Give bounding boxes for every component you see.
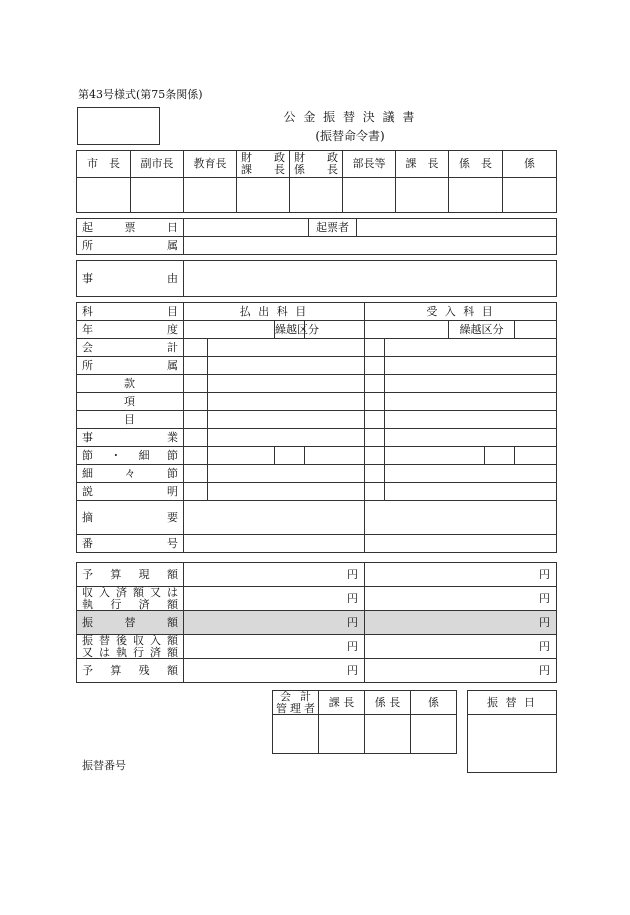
kaikei-label: 会計	[77, 339, 184, 357]
haraidashi-jigyo-field[interactable]	[208, 429, 365, 447]
stamp-cell[interactable]	[411, 715, 457, 754]
haraidashi-yosan-zangaku[interactable]: 円	[184, 659, 365, 683]
stamp-cell[interactable]	[290, 178, 343, 213]
ukeire-kamoku-header: 受 入 科 目	[365, 303, 557, 321]
approval-shicho: 市 長	[77, 151, 131, 178]
yosan-zangaku-label: 予算残額	[77, 659, 184, 683]
approval-kyoikucho: 教育長	[184, 151, 237, 178]
ukeire-saisetsu-field[interactable]	[515, 447, 557, 465]
ko-label: 項	[77, 393, 184, 411]
approval-kakaricho: 係 長	[449, 151, 503, 178]
haraidashi-kaikei-field[interactable]	[208, 339, 365, 357]
amounts-table	[76, 562, 557, 683]
ukeire-yosan-zangaku[interactable]: 円	[365, 659, 557, 683]
shozoku-label: 所属	[77, 237, 184, 255]
jiyu-field[interactable]	[184, 261, 557, 297]
haraidashi-saisetsu-code[interactable]	[275, 447, 305, 465]
yosan-gengaku-label: 予算現額	[77, 563, 184, 587]
header-table	[76, 218, 557, 255]
accounting-kacho-label: 課 長	[319, 691, 365, 715]
accounts-table	[76, 302, 557, 553]
jiyu-label: 事由	[77, 261, 184, 297]
ukeire-saisai-code[interactable]	[365, 465, 385, 483]
haraidashi-bango-field[interactable]	[184, 535, 365, 553]
haraidashi-kurikoshi-label: 繰越区分	[275, 321, 305, 339]
furikae-label: 振替額	[77, 611, 184, 635]
accounting-approval-table	[272, 690, 457, 754]
accounting-kakari-label: 係	[411, 691, 457, 715]
ukeire-saisetsu-code[interactable]	[485, 447, 515, 465]
kaikei-kanrisha-label: 会 計 管理者	[273, 691, 319, 715]
shozoku-field[interactable]	[184, 237, 557, 255]
haraidashi-kan-field[interactable]	[208, 375, 365, 393]
ukeire-tekiyo-field[interactable]	[365, 501, 557, 535]
stamp-cell[interactable]	[131, 178, 184, 213]
approval-zaisei-kakaricho: 財 政 係 長	[290, 151, 343, 178]
approval-kakari: 係	[503, 151, 557, 178]
ukeire-furikaego[interactable]: 円	[365, 635, 557, 659]
haraidashi-kamoku-header: 払 出 科 目	[184, 303, 365, 321]
furikaebi-table	[467, 690, 557, 773]
ukeire-setsu-code[interactable]	[365, 447, 385, 465]
shunyu-label: 収入済額又は 執行済額	[77, 587, 184, 611]
stamp-cell[interactable]	[503, 178, 557, 213]
furikaebi-label: 振 替 日	[468, 691, 557, 715]
acc-shozoku-label: 所属	[77, 357, 184, 375]
haraidashi-kan-code[interactable]	[184, 375, 208, 393]
ukeire-kurikoshi-label: 繰越区分	[449, 321, 515, 339]
ukeire-kan-code[interactable]	[365, 375, 385, 393]
haraidashi-saisetsu-field[interactable]	[305, 447, 365, 465]
haraidashi-setsumei-code[interactable]	[184, 483, 208, 501]
ukeire-kaikei-code[interactable]	[365, 339, 385, 357]
ukeire-moku-code[interactable]	[365, 411, 385, 429]
haraidashi-setsu-code[interactable]	[184, 447, 208, 465]
ukeire-jigyo-code[interactable]	[365, 429, 385, 447]
ukeire-kan-field[interactable]	[385, 375, 557, 393]
furikaebi-field[interactable]	[468, 715, 557, 773]
setsumei-label: 説明	[77, 483, 184, 501]
haraidashi-setsu-field[interactable]	[208, 447, 275, 465]
haraidashi-yosan-gengaku[interactable]: 円	[184, 563, 365, 587]
kihyosha-field[interactable]	[357, 219, 557, 237]
form-label: 第43号様式(第75条関係)	[78, 88, 203, 101]
setsu-label: 節 ・ 細 節	[77, 447, 184, 465]
kamoku-label: 科目	[77, 303, 184, 321]
approval-buchoto: 部長等	[343, 151, 396, 178]
haraidashi-moku-code[interactable]	[184, 411, 208, 429]
ukeire-setsumei-code[interactable]	[365, 483, 385, 501]
accounting-kakaricho-label: 係 長	[365, 691, 411, 715]
tekiyo-label: 摘要	[77, 501, 184, 535]
jiyu-table	[76, 260, 557, 297]
ukeire-ko-field[interactable]	[385, 393, 557, 411]
furikae-bango-label: 振替番号	[82, 759, 126, 772]
haraidashi-furikaego[interactable]: 円	[184, 635, 365, 659]
haraidashi-ko-field[interactable]	[208, 393, 365, 411]
approval-zaisei-kacho: 財 政 課 長	[237, 151, 290, 178]
document-title: 公 金 振 替 決 議 書	[283, 110, 417, 124]
haraidashi-shozoku-code[interactable]	[184, 357, 208, 375]
ukeire-yosan-gengaku[interactable]: 円	[365, 563, 557, 587]
kihyobi-label: 起票日	[77, 219, 184, 237]
stamp-cell[interactable]	[319, 715, 365, 754]
haraidashi-ko-code[interactable]	[184, 393, 208, 411]
kihyosha-label: 起票者	[309, 219, 357, 237]
ukeire-ko-code[interactable]	[365, 393, 385, 411]
ukeire-shunyu[interactable]: 円	[365, 587, 557, 611]
stamp-cell[interactable]	[396, 178, 449, 213]
ukeire-jigyo-field[interactable]	[385, 429, 557, 447]
kan-label: 款	[77, 375, 184, 393]
haraidashi-tekiyo-field[interactable]	[184, 501, 365, 535]
approval-table	[76, 150, 557, 213]
approval-kacho: 課 長	[396, 151, 449, 178]
ukeire-kaikei-field[interactable]	[385, 339, 557, 357]
ukeire-nendo-field[interactable]	[365, 321, 449, 339]
stamp-cell[interactable]	[77, 178, 131, 213]
ukeire-shozoku-field[interactable]	[385, 357, 557, 375]
haraidashi-furikae[interactable]: 円	[184, 611, 365, 635]
ukeire-setsumei-field[interactable]	[385, 483, 557, 501]
stamp-box	[77, 107, 160, 145]
stamp-cell[interactable]	[365, 715, 411, 754]
kihyobi-field[interactable]	[184, 219, 309, 237]
ukeire-saisai-field[interactable]	[385, 465, 557, 483]
saisai-label: 細 々 節	[77, 465, 184, 483]
document-subtitle: (振替命令書)	[315, 129, 385, 143]
ukeire-kurikoshi-field[interactable]	[515, 321, 557, 339]
haraidashi-shunyu[interactable]: 円	[184, 587, 365, 611]
approval-fukushicho: 副市長	[131, 151, 184, 178]
stamp-cell[interactable]	[184, 178, 237, 213]
jigyo-label: 事業	[77, 429, 184, 447]
ukeire-shozoku-code[interactable]	[365, 357, 385, 375]
ukeire-bango-field[interactable]	[365, 535, 557, 553]
haraidashi-moku-field[interactable]	[208, 411, 365, 429]
haraidashi-nendo-field[interactable]	[184, 321, 275, 339]
stamp-cell[interactable]	[449, 178, 503, 213]
haraidashi-saisai-code[interactable]	[184, 465, 208, 483]
ukeire-furikae[interactable]: 円	[365, 611, 557, 635]
ukeire-setsu-field[interactable]	[385, 447, 485, 465]
bango-label: 番号	[77, 535, 184, 553]
haraidashi-jigyo-code[interactable]	[184, 429, 208, 447]
haraidashi-saisai-field[interactable]	[208, 465, 365, 483]
stamp-cell[interactable]	[273, 715, 319, 754]
ukeire-moku-field[interactable]	[385, 411, 557, 429]
stamp-cell[interactable]	[343, 178, 396, 213]
stamp-cell[interactable]	[237, 178, 290, 213]
nendo-label: 年度	[77, 321, 184, 339]
haraidashi-setsumei-field[interactable]	[208, 483, 365, 501]
haraidashi-kaikei-code[interactable]	[184, 339, 208, 357]
furikaego-label: 振替後収入額 又は執行済額	[77, 635, 184, 659]
moku-label: 目	[77, 411, 184, 429]
haraidashi-shozoku-field[interactable]	[208, 357, 365, 375]
